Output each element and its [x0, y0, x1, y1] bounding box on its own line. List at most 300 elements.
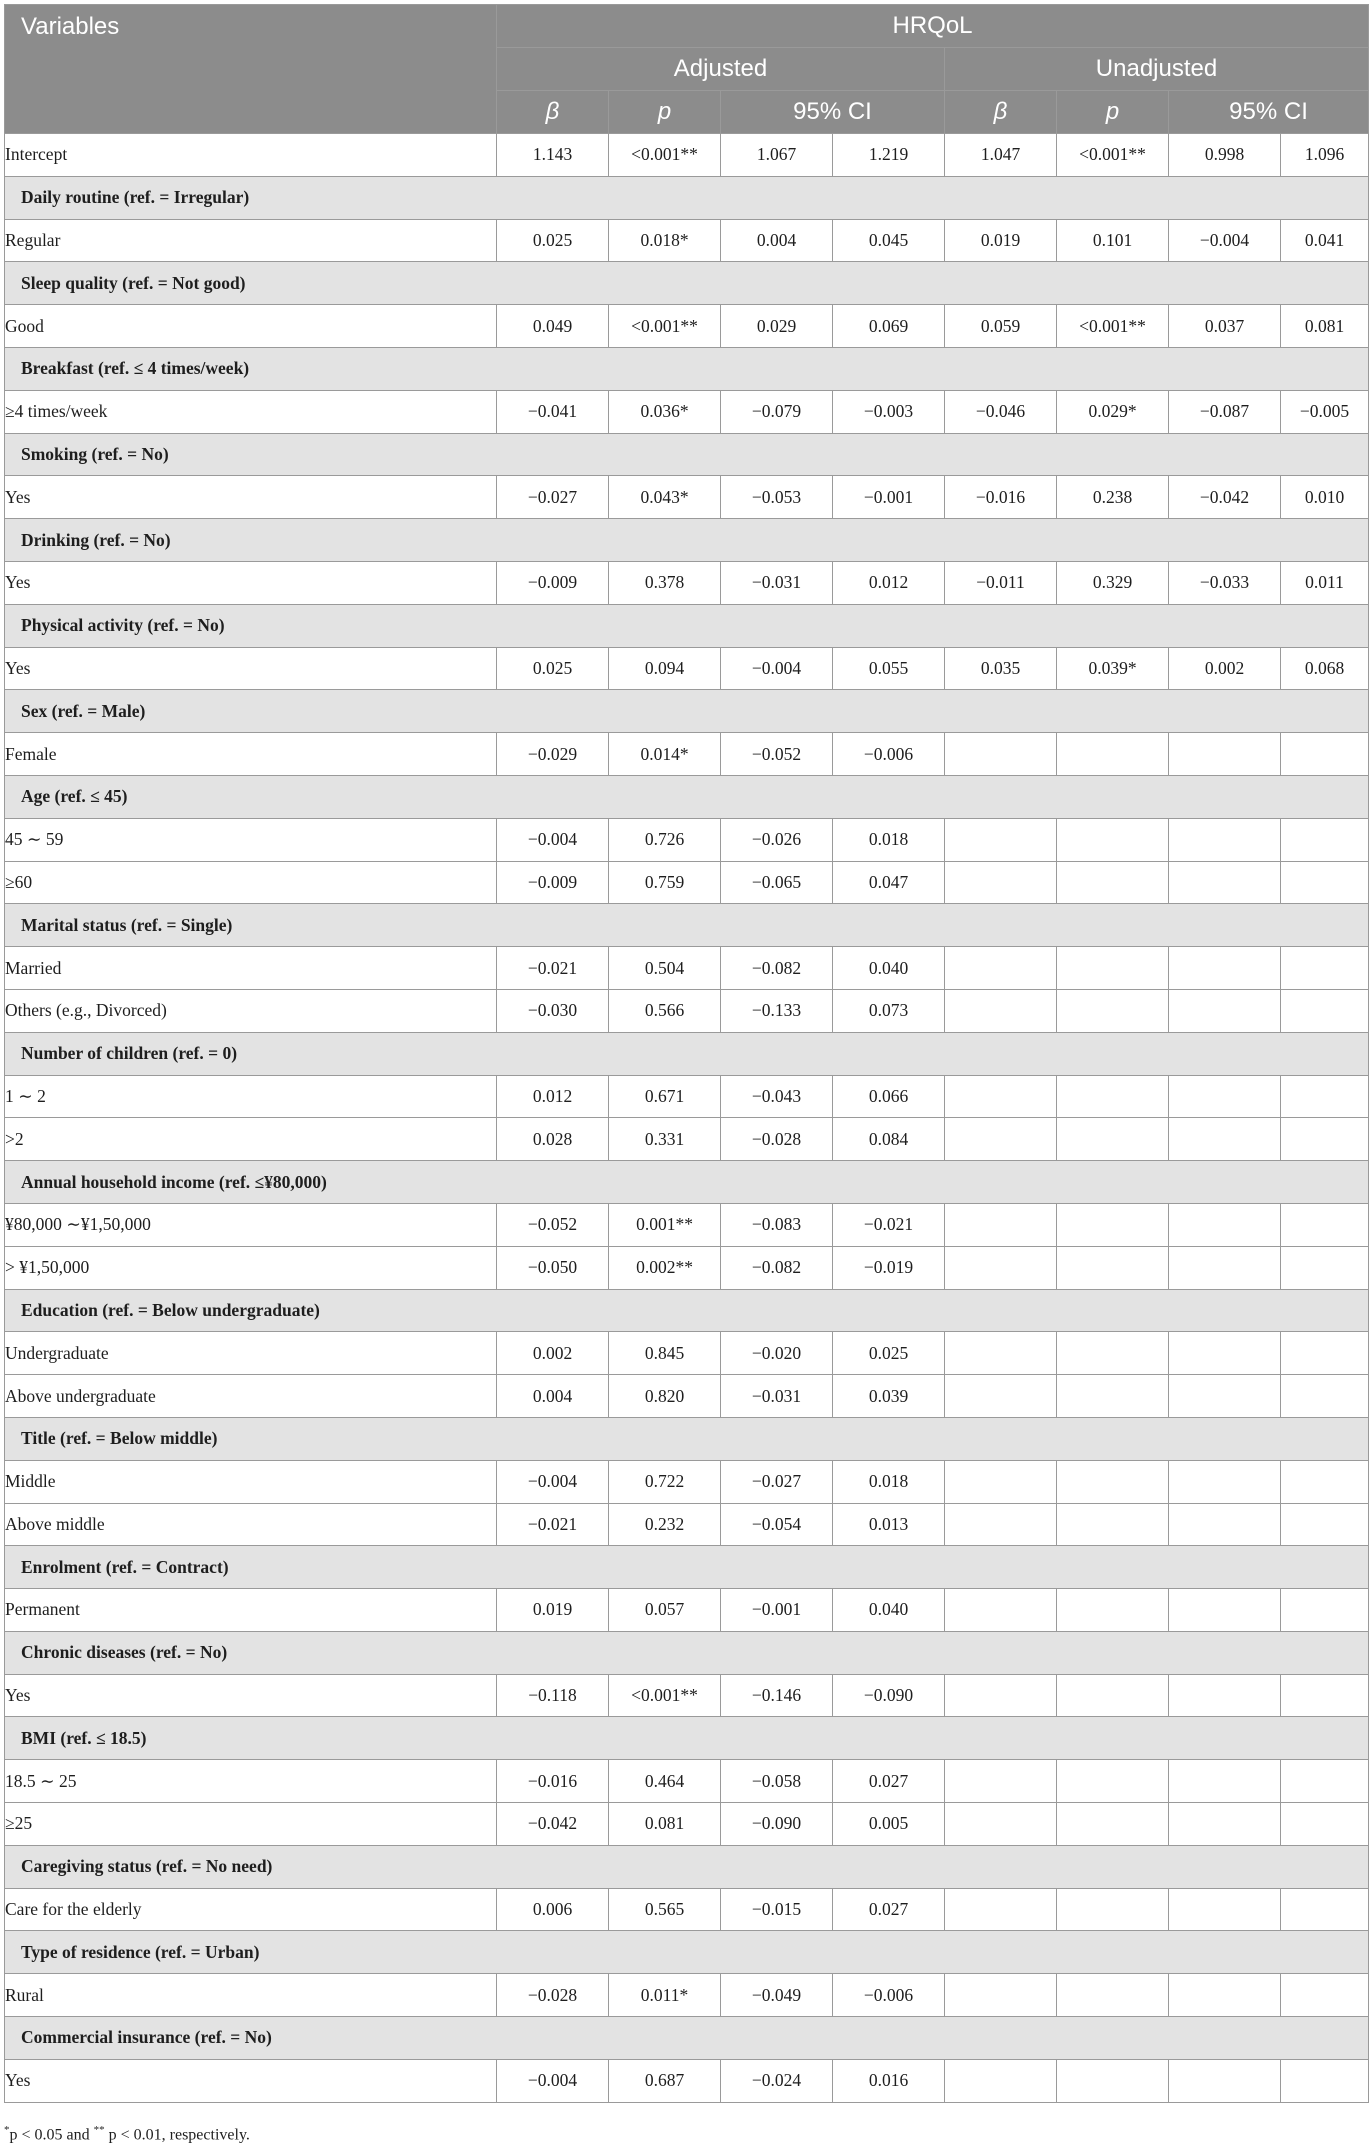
table-row — [5, 1589, 1369, 1632]
value-cell — [945, 1974, 1057, 2017]
value-cell — [945, 1888, 1057, 1931]
value-cell: 0.101 — [1057, 219, 1169, 262]
value-cell — [1169, 733, 1281, 776]
value-cell — [945, 989, 1057, 1032]
row-label: Yes — [5, 561, 497, 604]
value-cell: <0.001** — [609, 1674, 721, 1717]
section-row — [5, 1631, 1369, 1674]
value-cell: 0.566 — [609, 989, 721, 1032]
value-cell: 0.001** — [609, 1203, 721, 1246]
value-cell — [1057, 861, 1169, 904]
table-row — [5, 989, 1369, 1032]
value-cell: −0.019 — [833, 1246, 945, 1289]
value-cell — [1169, 1974, 1281, 2017]
value-cell: −0.009 — [497, 861, 609, 904]
value-cell: 0.025 — [833, 1332, 945, 1375]
value-cell: −0.020 — [721, 1332, 833, 1375]
value-cell: 0.378 — [609, 561, 721, 604]
row-label: 45 ∼ 59 — [5, 818, 497, 861]
value-cell: 0.464 — [609, 1760, 721, 1803]
row-label: Female — [5, 733, 497, 776]
value-cell: −0.049 — [721, 1974, 833, 2017]
row-label: 18.5 ∼ 25 — [5, 1760, 497, 1803]
value-cell: −0.027 — [497, 476, 609, 519]
value-cell: −0.004 — [497, 2059, 609, 2102]
value-cell — [945, 733, 1057, 776]
table-row — [5, 1674, 1369, 1717]
value-cell — [1169, 1075, 1281, 1118]
table-body — [5, 134, 1369, 2103]
section-row — [5, 690, 1369, 733]
adjusted-p-header: p — [609, 91, 721, 134]
value-cell: 0.726 — [609, 818, 721, 861]
section-label: Age (ref. ≤ 45) — [5, 775, 1369, 818]
value-cell: 0.016 — [833, 2059, 945, 2102]
value-cell: −0.028 — [497, 1974, 609, 2017]
row-label: > ¥1,50,000 — [5, 1246, 497, 1289]
table-row — [5, 1760, 1369, 1803]
value-cell — [1281, 1203, 1369, 1246]
row-label: Married — [5, 947, 497, 990]
value-cell: 0.081 — [1281, 305, 1369, 348]
unadjusted-ci-header: 95% CI — [1169, 91, 1369, 134]
value-cell — [1169, 1888, 1281, 1931]
value-cell — [1281, 1460, 1369, 1503]
unadjusted-header: Unadjusted — [945, 48, 1369, 91]
value-cell: −0.006 — [833, 733, 945, 776]
value-cell: 0.232 — [609, 1503, 721, 1546]
footnote-text-1: p < 0.05 and — [9, 2126, 94, 2144]
value-cell: 0.073 — [833, 989, 945, 1032]
table-row — [5, 1503, 1369, 1546]
value-cell — [1169, 1803, 1281, 1846]
table-row — [5, 818, 1369, 861]
value-cell: <0.001** — [1057, 305, 1169, 348]
section-row — [5, 262, 1369, 305]
value-cell — [1281, 818, 1369, 861]
section-label: Physical activity (ref. = No) — [5, 604, 1369, 647]
value-cell: 0.004 — [721, 219, 833, 262]
value-cell — [945, 1118, 1057, 1161]
value-cell — [1169, 861, 1281, 904]
table-header — [5, 5, 1369, 134]
value-cell: 0.057 — [609, 1589, 721, 1632]
value-cell — [945, 1203, 1057, 1246]
value-cell — [1057, 989, 1169, 1032]
value-cell — [945, 1460, 1057, 1503]
value-cell: −0.054 — [721, 1503, 833, 1546]
value-cell: 0.504 — [609, 947, 721, 990]
value-cell — [1057, 1203, 1169, 1246]
value-cell: <0.001** — [1057, 134, 1169, 177]
value-cell: −0.050 — [497, 1246, 609, 1289]
section-row — [5, 1161, 1369, 1204]
value-cell: 0.045 — [833, 219, 945, 262]
value-cell: −0.031 — [721, 561, 833, 604]
section-row — [5, 176, 1369, 219]
value-cell: −0.033 — [1169, 561, 1281, 604]
table-row — [5, 1203, 1369, 1246]
value-cell: 1.096 — [1281, 134, 1369, 177]
value-cell: 0.759 — [609, 861, 721, 904]
value-cell: 0.013 — [833, 1503, 945, 1546]
value-cell — [1057, 1589, 1169, 1632]
table-row — [5, 1803, 1369, 1846]
value-cell: −0.031 — [721, 1375, 833, 1418]
table-row — [5, 2059, 1369, 2102]
table-row — [5, 134, 1369, 177]
value-cell — [945, 1075, 1057, 1118]
value-cell — [1169, 947, 1281, 990]
value-cell — [1169, 1203, 1281, 1246]
value-cell: 1.067 — [721, 134, 833, 177]
row-label: 1 ∼ 2 — [5, 1075, 497, 1118]
section-row — [5, 904, 1369, 947]
table-row — [5, 1888, 1369, 1931]
value-cell: −0.082 — [721, 947, 833, 990]
value-cell: −0.001 — [833, 476, 945, 519]
value-cell — [1281, 1246, 1369, 1289]
value-cell — [1169, 1460, 1281, 1503]
value-cell: −0.087 — [1169, 390, 1281, 433]
table-row — [5, 1460, 1369, 1503]
table-row — [5, 1332, 1369, 1375]
section-row — [5, 519, 1369, 562]
table-row — [5, 1246, 1369, 1289]
section-row — [5, 775, 1369, 818]
section-row — [5, 1417, 1369, 1460]
section-label: BMI (ref. ≤ 18.5) — [5, 1717, 1369, 1760]
value-cell: −0.082 — [721, 1246, 833, 1289]
value-cell: 0.036* — [609, 390, 721, 433]
value-cell: −0.009 — [497, 561, 609, 604]
value-cell — [1057, 1974, 1169, 2017]
table-footnote — [4, 2124, 250, 2144]
value-cell — [945, 1760, 1057, 1803]
section-label: Commercial insurance (ref. = No) — [5, 2017, 1369, 2060]
value-cell: 0.035 — [945, 647, 1057, 690]
value-cell: 0.047 — [833, 861, 945, 904]
table-row — [5, 219, 1369, 262]
value-cell: 0.068 — [1281, 647, 1369, 690]
value-cell — [1281, 1375, 1369, 1418]
value-cell — [1281, 1974, 1369, 2017]
table-row — [5, 733, 1369, 776]
value-cell: −0.001 — [721, 1589, 833, 1632]
value-cell: −0.005 — [1281, 390, 1369, 433]
value-cell — [1281, 2059, 1369, 2102]
value-cell — [1169, 1503, 1281, 1546]
value-cell: −0.090 — [833, 1674, 945, 1717]
value-cell — [1281, 947, 1369, 990]
value-cell: −0.065 — [721, 861, 833, 904]
value-cell: −0.016 — [945, 476, 1057, 519]
value-cell — [1057, 1118, 1169, 1161]
row-label: Rural — [5, 1974, 497, 2017]
section-label: Annual household income (ref. ≤¥80,000) — [5, 1161, 1369, 1204]
value-cell — [1057, 1760, 1169, 1803]
value-cell: −0.052 — [497, 1203, 609, 1246]
section-label: Number of children (ref. = 0) — [5, 1032, 1369, 1075]
value-cell: −0.027 — [721, 1460, 833, 1503]
adjusted-header: Adjusted — [497, 48, 945, 91]
value-cell: 0.671 — [609, 1075, 721, 1118]
value-cell: −0.024 — [721, 2059, 833, 2102]
value-cell — [1169, 818, 1281, 861]
section-label: Daily routine (ref. = Irregular) — [5, 176, 1369, 219]
row-label: ¥80,000 ∼¥1,50,000 — [5, 1203, 497, 1246]
row-label: Yes — [5, 1674, 497, 1717]
value-cell — [1057, 1246, 1169, 1289]
value-cell — [1281, 1674, 1369, 1717]
section-label: Caregiving status (ref. = No need) — [5, 1845, 1369, 1888]
value-cell — [945, 861, 1057, 904]
regression-table — [4, 4, 1369, 2103]
value-cell: −0.021 — [497, 1503, 609, 1546]
table-row — [5, 561, 1369, 604]
value-cell — [1169, 1589, 1281, 1632]
footnote-star-single: * — [4, 2124, 10, 2136]
adjusted-ci-header: 95% CI — [721, 91, 945, 134]
section-label: Breakfast (ref. ≤ 4 times/week) — [5, 347, 1369, 390]
row-label: >2 — [5, 1118, 497, 1161]
value-cell — [945, 947, 1057, 990]
value-cell: 0.019 — [945, 219, 1057, 262]
section-label: Sex (ref. = Male) — [5, 690, 1369, 733]
value-cell: −0.079 — [721, 390, 833, 433]
value-cell: 0.019 — [497, 1589, 609, 1632]
value-cell: 0.329 — [1057, 561, 1169, 604]
value-cell: 0.012 — [833, 561, 945, 604]
row-label: Good — [5, 305, 497, 348]
value-cell — [1057, 947, 1169, 990]
value-cell: 0.018 — [833, 1460, 945, 1503]
value-cell: −0.146 — [721, 1674, 833, 1717]
row-label: Middle — [5, 1460, 497, 1503]
row-label: Care for the elderly — [5, 1888, 497, 1931]
value-cell: −0.021 — [497, 947, 609, 990]
value-cell: 0.331 — [609, 1118, 721, 1161]
section-row — [5, 1032, 1369, 1075]
value-cell — [1281, 1760, 1369, 1803]
section-row — [5, 347, 1369, 390]
value-cell: 0.722 — [609, 1460, 721, 1503]
section-label: Drinking (ref. = No) — [5, 519, 1369, 562]
table-row — [5, 947, 1369, 990]
value-cell — [945, 1803, 1057, 1846]
section-label: Education (ref. = Below undergraduate) — [5, 1289, 1369, 1332]
value-cell — [1057, 733, 1169, 776]
value-cell: <0.001** — [609, 134, 721, 177]
value-cell: −0.026 — [721, 818, 833, 861]
value-cell — [1057, 1803, 1169, 1846]
table-row — [5, 1075, 1369, 1118]
value-cell: 0.049 — [497, 305, 609, 348]
value-cell: 0.025 — [497, 219, 609, 262]
value-cell: 0.006 — [497, 1888, 609, 1931]
table-row — [5, 861, 1369, 904]
row-label: Above undergraduate — [5, 1375, 497, 1418]
row-label: ≥60 — [5, 861, 497, 904]
value-cell — [1169, 989, 1281, 1032]
row-label: Yes — [5, 476, 497, 519]
value-cell: −0.041 — [497, 390, 609, 433]
table-row — [5, 1375, 1369, 1418]
value-cell: 1.219 — [833, 134, 945, 177]
value-cell: 0.059 — [945, 305, 1057, 348]
section-label: Smoking (ref. = No) — [5, 433, 1369, 476]
value-cell — [1281, 1803, 1369, 1846]
value-cell — [1057, 1075, 1169, 1118]
value-cell: 0.039 — [833, 1375, 945, 1418]
section-row — [5, 1546, 1369, 1589]
value-cell — [1057, 1674, 1169, 1717]
value-cell: −0.004 — [721, 647, 833, 690]
value-cell: −0.090 — [721, 1803, 833, 1846]
value-cell: 0.010 — [1281, 476, 1369, 519]
value-cell: 0.084 — [833, 1118, 945, 1161]
value-cell — [1169, 2059, 1281, 2102]
value-cell — [1281, 1075, 1369, 1118]
value-cell: −0.021 — [833, 1203, 945, 1246]
row-label: Yes — [5, 2059, 497, 2102]
value-cell: 0.014* — [609, 733, 721, 776]
value-cell: 0.039* — [1057, 647, 1169, 690]
value-cell: 0.687 — [609, 2059, 721, 2102]
value-cell: 0.004 — [497, 1375, 609, 1418]
value-cell: 0.069 — [833, 305, 945, 348]
value-cell: −0.004 — [1169, 219, 1281, 262]
value-cell — [1057, 1460, 1169, 1503]
section-row — [5, 1289, 1369, 1332]
table-row — [5, 476, 1369, 519]
value-cell: 0.002 — [1169, 647, 1281, 690]
section-row — [5, 1717, 1369, 1760]
value-cell: 0.018* — [609, 219, 721, 262]
table-row — [5, 1974, 1369, 2017]
value-cell — [1169, 1760, 1281, 1803]
value-cell: −0.042 — [1169, 476, 1281, 519]
value-cell: 0.011 — [1281, 561, 1369, 604]
value-cell: 0.028 — [497, 1118, 609, 1161]
value-cell: −0.118 — [497, 1674, 609, 1717]
value-cell — [1169, 1332, 1281, 1375]
value-cell — [945, 1332, 1057, 1375]
value-cell: 0.040 — [833, 947, 945, 990]
value-cell — [1281, 989, 1369, 1032]
value-cell: 0.029* — [1057, 390, 1169, 433]
value-cell: 0.029 — [721, 305, 833, 348]
value-cell: −0.004 — [497, 818, 609, 861]
value-cell — [1169, 1375, 1281, 1418]
section-label: Marital status (ref. = Single) — [5, 904, 1369, 947]
value-cell: 1.047 — [945, 134, 1057, 177]
value-cell — [1281, 1118, 1369, 1161]
value-cell: −0.028 — [721, 1118, 833, 1161]
row-label: Permanent — [5, 1589, 497, 1632]
hrqol-header: HRQoL — [497, 5, 1369, 48]
section-row — [5, 604, 1369, 647]
footnote-star-double: ** — [93, 2124, 105, 2136]
value-cell: 0.037 — [1169, 305, 1281, 348]
row-label: Above middle — [5, 1503, 497, 1546]
adjusted-beta-header: β — [497, 91, 609, 134]
row-label: Undergraduate — [5, 1332, 497, 1375]
value-cell — [1281, 1888, 1369, 1931]
value-cell: −0.030 — [497, 989, 609, 1032]
section-label: Chronic diseases (ref. = No) — [5, 1631, 1369, 1674]
value-cell — [1169, 1118, 1281, 1161]
section-row — [5, 2017, 1369, 2060]
value-cell — [945, 818, 1057, 861]
value-cell: −0.052 — [721, 733, 833, 776]
value-cell — [1281, 861, 1369, 904]
value-cell: −0.004 — [497, 1460, 609, 1503]
value-cell: −0.029 — [497, 733, 609, 776]
value-cell: −0.083 — [721, 1203, 833, 1246]
value-cell — [1281, 1589, 1369, 1632]
value-cell — [1281, 1332, 1369, 1375]
value-cell: 0.005 — [833, 1803, 945, 1846]
row-label: Yes — [5, 647, 497, 690]
value-cell: 0.018 — [833, 818, 945, 861]
regression-table-container — [4, 4, 1368, 2103]
value-cell — [945, 2059, 1057, 2102]
row-label: Regular — [5, 219, 497, 262]
value-cell — [1281, 733, 1369, 776]
value-cell: −0.006 — [833, 1974, 945, 2017]
value-cell: 0.998 — [1169, 134, 1281, 177]
value-cell: <0.001** — [609, 305, 721, 348]
value-cell — [1281, 1503, 1369, 1546]
value-cell — [1169, 1246, 1281, 1289]
section-label: Title (ref. = Below middle) — [5, 1417, 1369, 1460]
value-cell: 0.002** — [609, 1246, 721, 1289]
value-cell: 0.002 — [497, 1332, 609, 1375]
value-cell: 0.025 — [497, 647, 609, 690]
value-cell: 0.094 — [609, 647, 721, 690]
section-row — [5, 1845, 1369, 1888]
value-cell: 0.040 — [833, 1589, 945, 1632]
row-label: ≥4 times/week — [5, 390, 497, 433]
value-cell: 0.055 — [833, 647, 945, 690]
value-cell: −0.058 — [721, 1760, 833, 1803]
value-cell: 0.027 — [833, 1760, 945, 1803]
value-cell: 0.565 — [609, 1888, 721, 1931]
value-cell: 0.043* — [609, 476, 721, 519]
row-label: Others (e.g., Divorced) — [5, 989, 497, 1032]
value-cell: −0.046 — [945, 390, 1057, 433]
value-cell — [1057, 818, 1169, 861]
value-cell: 0.041 — [1281, 219, 1369, 262]
value-cell: −0.043 — [721, 1075, 833, 1118]
value-cell — [1057, 1332, 1169, 1375]
footnote-text-2: p < 0.01, respectively. — [104, 2126, 250, 2144]
value-cell: −0.016 — [497, 1760, 609, 1803]
value-cell: 0.012 — [497, 1075, 609, 1118]
value-cell: −0.053 — [721, 476, 833, 519]
value-cell — [945, 1503, 1057, 1546]
value-cell — [1057, 1503, 1169, 1546]
value-cell: −0.011 — [945, 561, 1057, 604]
unadjusted-beta-header: β — [945, 91, 1057, 134]
table-row — [5, 305, 1369, 348]
value-cell: 0.820 — [609, 1375, 721, 1418]
value-cell — [1057, 1375, 1169, 1418]
section-label: Sleep quality (ref. = Not good) — [5, 262, 1369, 305]
row-label: Intercept — [5, 134, 497, 177]
value-cell: −0.003 — [833, 390, 945, 433]
